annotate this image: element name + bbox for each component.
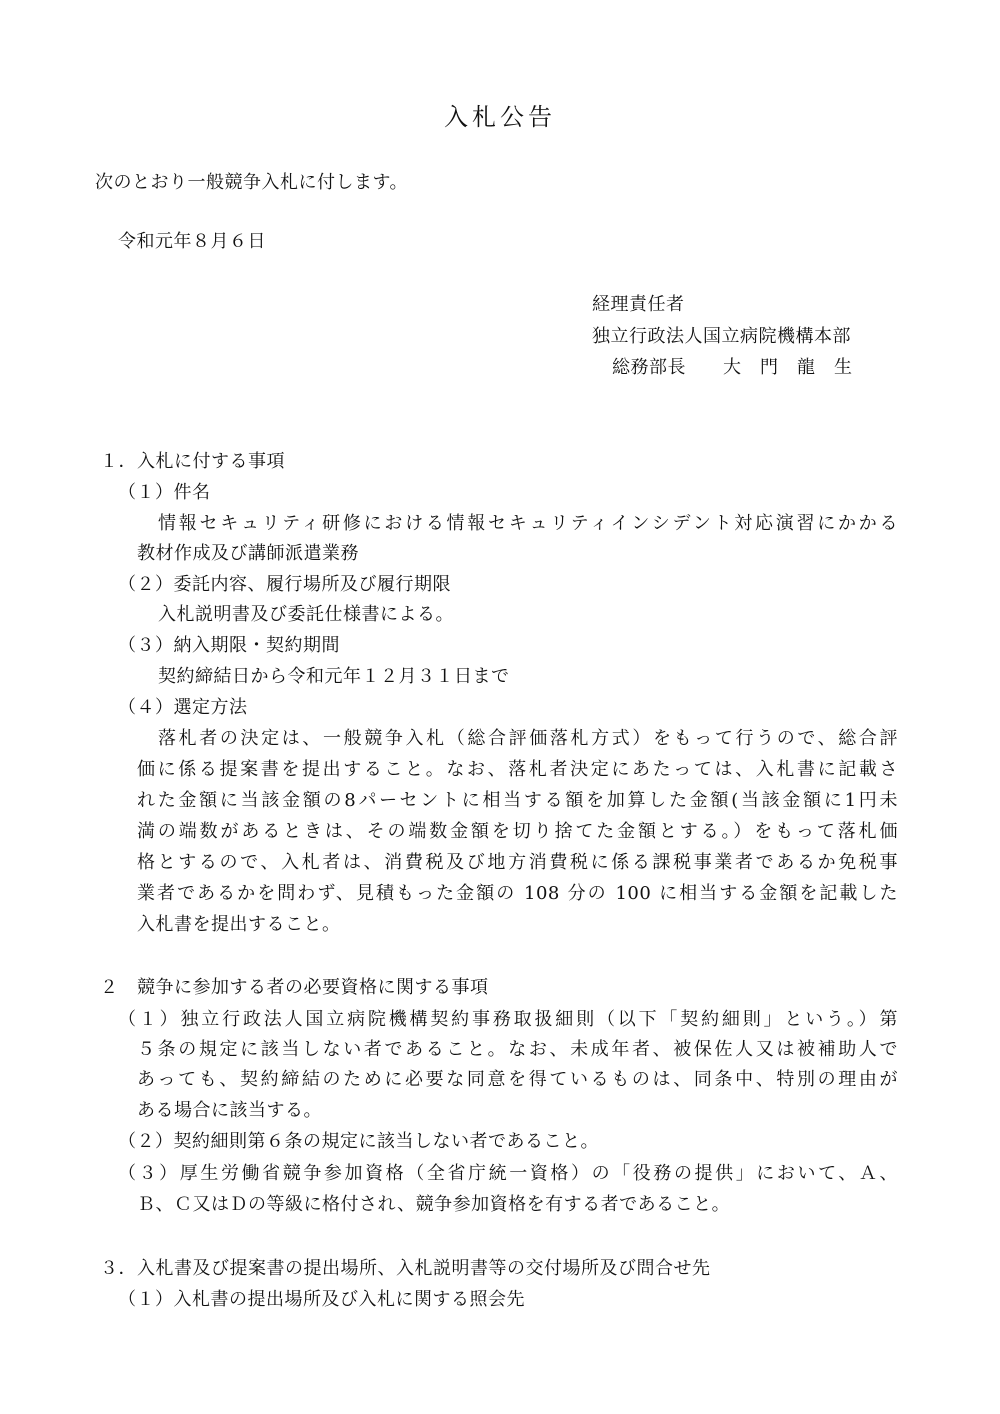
issuer-name: 総務部長 大 門 龍 生	[612, 357, 853, 378]
intro-text: 次のとおり一般競争入札に付します。	[95, 172, 409, 193]
section2-item3-text-line: Ｂ、Ｃ又はＤの等級に格付され、競争参加資格を有する者であること。	[137, 1194, 731, 1215]
section1-item2-text-line: 入札説明書及び委託仕様書による。	[158, 604, 454, 625]
section2-item1-text-line: ある場合に該当する。	[137, 1100, 322, 1121]
section2-item1-text-line: あっても、契約締結のために必要な同意を得ているものは、同条中、特別の理由が	[137, 1069, 898, 1090]
section1-item4-text-line: 格とするので、入札者は、消費税及び地方消費税に係る課税事業者であるか免税事	[137, 852, 898, 873]
section1-item1-text-line: 教材作成及び講師派遣業務	[137, 543, 359, 564]
section1-item4-text-line: れた金額に当該金額の8パーセントに相当する額を加算した金額(当該金額に1円未	[137, 790, 898, 811]
section1-item3-text-line: 契約締結日から令和元年１２月３１日まで	[158, 666, 510, 687]
section1-item4-text-line: 落札者の決定は、一般競争入札（総合評価落札方式）をもって行うので、総合評	[158, 728, 898, 749]
section1-item1-text-line: 情報セキュリティ研修における情報セキュリティインシデント対応演習にかかる	[158, 513, 898, 534]
section1-heading: １．入札に付する事項	[100, 451, 285, 472]
section1-item3-heading: （３）納入期限・契約期間	[118, 635, 340, 656]
section1-item2-heading: （２）委託内容、履行場所及び履行期限	[118, 574, 451, 595]
section1-item1-heading: （１）件名	[118, 482, 211, 503]
document-title: 入札公告	[444, 103, 556, 131]
section3-item1-heading: （１）入札書の提出場所及び入札に関する照会先	[118, 1289, 525, 1310]
issue-date: 令和元年８月６日	[118, 231, 266, 252]
section1-item4-text-line: 入札書を提出すること。	[137, 914, 341, 935]
section1-item4-text-line: 価に係る提案書を提出すること。なお、落札者決定にあたっては、入札書に記載さ	[137, 759, 898, 780]
issuer-role: 経理責任者	[592, 294, 685, 315]
section1-item4-text-line: 業者であるかを問わず、見積もった金額の 108 分の 100 に相当する金額を記載した	[137, 883, 898, 904]
section1-item4-heading: （４）選定方法	[118, 697, 248, 718]
issuer-organization: 独立行政法人国立病院機構本部	[592, 326, 851, 347]
section2-item3-text-line: （３）厚生労働省競争参加資格（全省庁統一資格）の「役務の提供」において、Ａ、	[118, 1163, 898, 1184]
section2-item2-text-line: （２）契約細則第６条の規定に該当しない者であること。	[118, 1131, 599, 1152]
section3-heading: ３．入札書及び提案書の提出場所、入札説明書等の交付場所及び問合せ先	[100, 1258, 711, 1279]
section1-item4-text-line: 満の端数があるときは、その端数金額を切り捨てた金額とする。）をもって落札価	[137, 821, 898, 842]
section2-heading: ２ 競争に参加する者の必要資格に関する事項	[100, 977, 489, 998]
section2-item1-text-line: （１）独立行政法人国立病院機構契約事務取扱細則（以下「契約細則」という。）第	[118, 1009, 898, 1030]
section2-item1-text-line: ５条の規定に該当しない者であること。なお、未成年者、被保佐人又は被補助人で	[137, 1039, 898, 1060]
